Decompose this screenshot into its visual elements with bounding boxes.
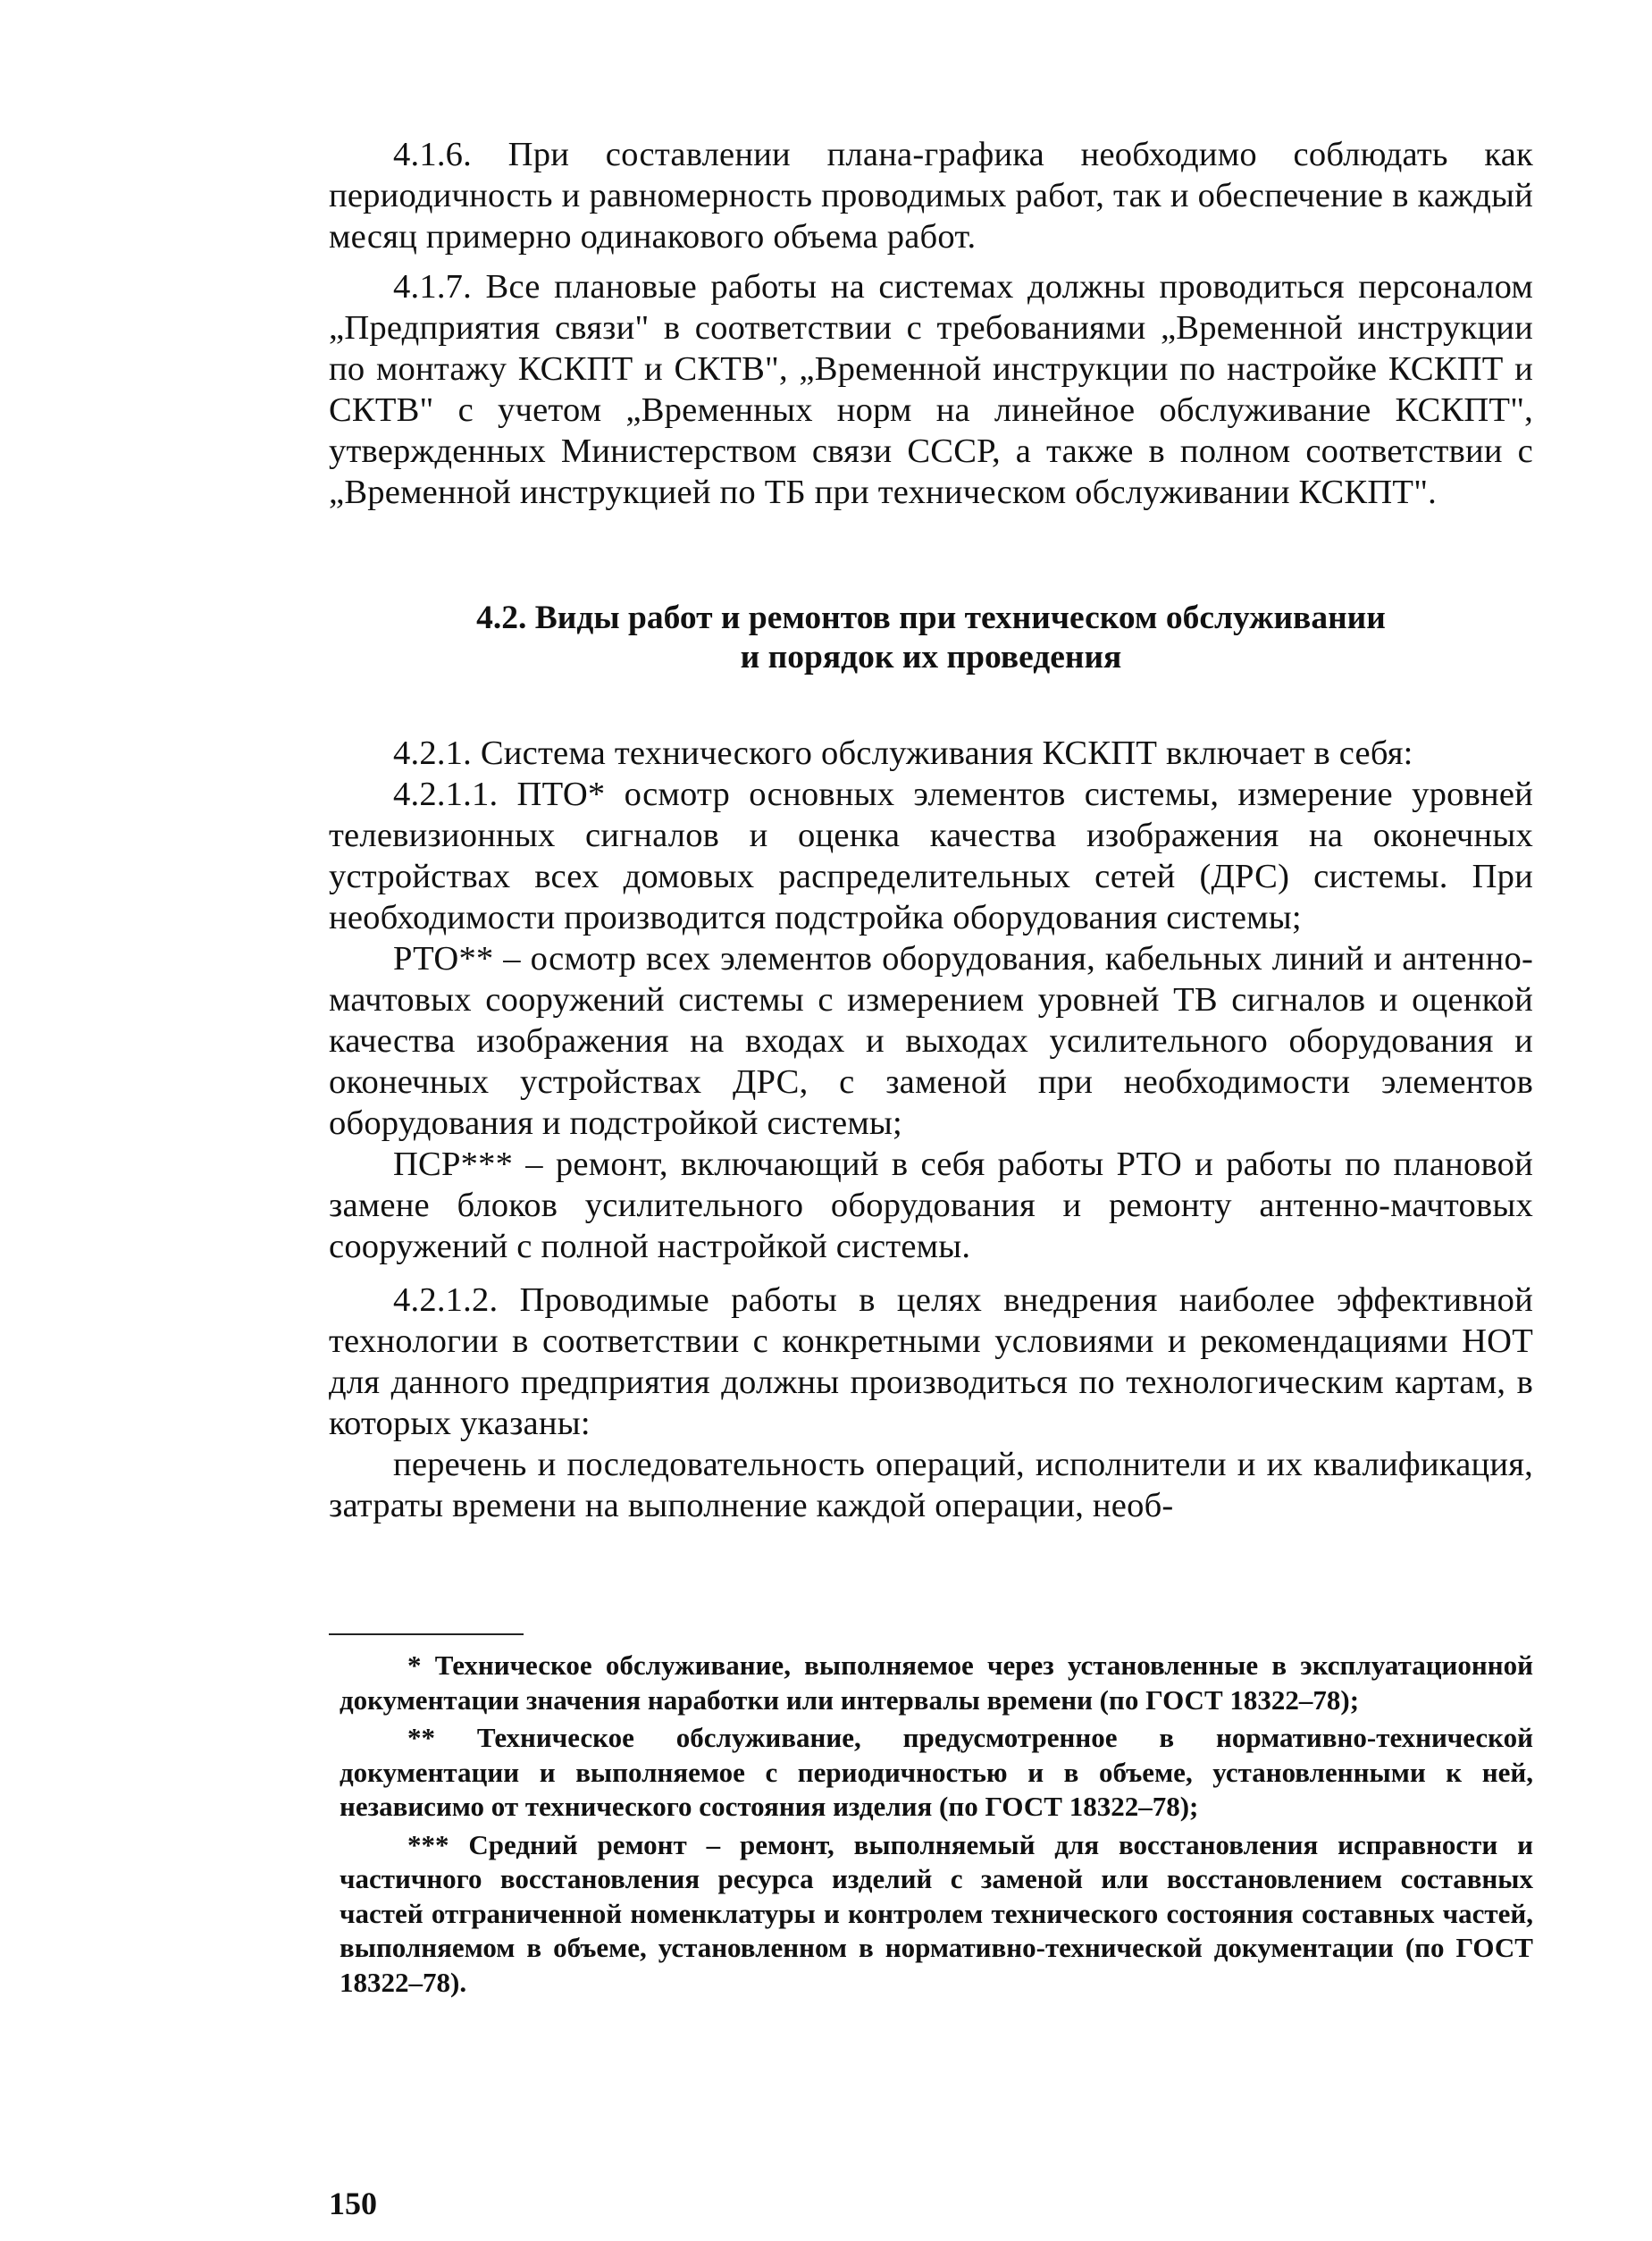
footnote-3: *** Средний ремонт – ремонт, выполняемый для восстановления исправности и частичного восстановления ресурса изделий с заменой или восстановлением составных частей отграниченной номенклатуры и контролем технического состояния составных частей, выполняемом в объеме, установленном в нормативно-технической документации (по ГОСТ 18322–78). bbox=[340, 1828, 1533, 1998]
paragraph-4-2-1: 4.2.1. Система технического обслуживания КСКПТ включает в себя: bbox=[393, 734, 1413, 772]
section-heading-line-1: 4.2. Виды работ и ремонтов при техническом обслуживании bbox=[476, 600, 1386, 636]
page-number: 150 bbox=[329, 2186, 377, 2221]
footnote-2: ** Техническое обслуживание, предусмотренное в нормативно-технической документации и выполняемое с периодичностью и в объеме, установленными к ней, независимо от технического состояния изделия (по ГОСТ 18322–78); bbox=[340, 1722, 1533, 1822]
paragraph-rto: РТО** – осмотр всех элементов оборудования, кабельных линий и антенно-мачтовых сооружений системы с измерением уровней ТВ сигналов и оценкой качества изображения на входах и выходах усилительного оборудования и оконечных устройствах ДРС, с заменой при необходимости элементов оборудования и подстройкой системы; bbox=[329, 940, 1533, 1142]
footnote-1: * Техническое обслуживание, выполняемое через установленные в эксплуатационной документации значения наработки или интервалы времени (по ГОСТ 18322–78); bbox=[340, 1649, 1533, 1716]
paragraph-4-1-6: 4.1.6. При составлении плана-графика необходимо соблюдать как периодичность и равномерность проводимых работ, так и обеспечение в каждый месяц примерно одинакового объема работ. bbox=[329, 136, 1533, 256]
paragraph-list-continued: перечень и последовательность операций, исполнители и их квалификация, затраты времени на выполнение каждой операции, необ- bbox=[329, 1446, 1533, 1524]
section-heading-line-2: и порядок их проведения bbox=[740, 639, 1122, 676]
paragraph-4-2-1-2: 4.2.1.2. Проводимые работы в целях внедрения наиболее эффективной технологии в соответствии с конкретными условиями и рекомендациями НОТ для данного предприятия должны производиться по технологическим картам, в которых указаны: bbox=[329, 1281, 1533, 1442]
paragraph-4-1-7: 4.1.7. Все плановые работы на системах должны проводиться персоналом „Предприятия связи" в соответствии с требованиями „Временной инструкции по монтажу КСКПТ и СКТВ", „Временной инструкции по настройке КСКПТ и СКТВ" с учетом „Временных норм на линейное обслуживание КСКПТ", утвержденных Министерством связи СССР, а также в полном соответствии с „Временной инструкцией по ТБ при техническом обслуживании КСКПТ". bbox=[329, 268, 1533, 511]
paragraph-4-2-1-1: 4.2.1.1. ПТО* осмотр основных элементов системы, измерение уровней телевизионных сигналов и оценка качества изображения на оконечных устройствах всех домовых распределительных сетей (ДРС) системы. При необходимости производится подстройка оборудования системы; bbox=[329, 776, 1533, 936]
paragraph-psr: ПСР*** – ремонт, включающий в себя работы РТО и работы по плановой замене блоков усилительного оборудования и ремонту антенно-мачтовых сооружений с полной настройкой системы. bbox=[329, 1146, 1533, 1265]
section-heading-4-2 bbox=[329, 599, 1533, 677]
footnote-divider bbox=[329, 1633, 524, 1635]
footnotes bbox=[340, 1649, 1533, 2000]
page-body bbox=[329, 134, 1533, 1526]
